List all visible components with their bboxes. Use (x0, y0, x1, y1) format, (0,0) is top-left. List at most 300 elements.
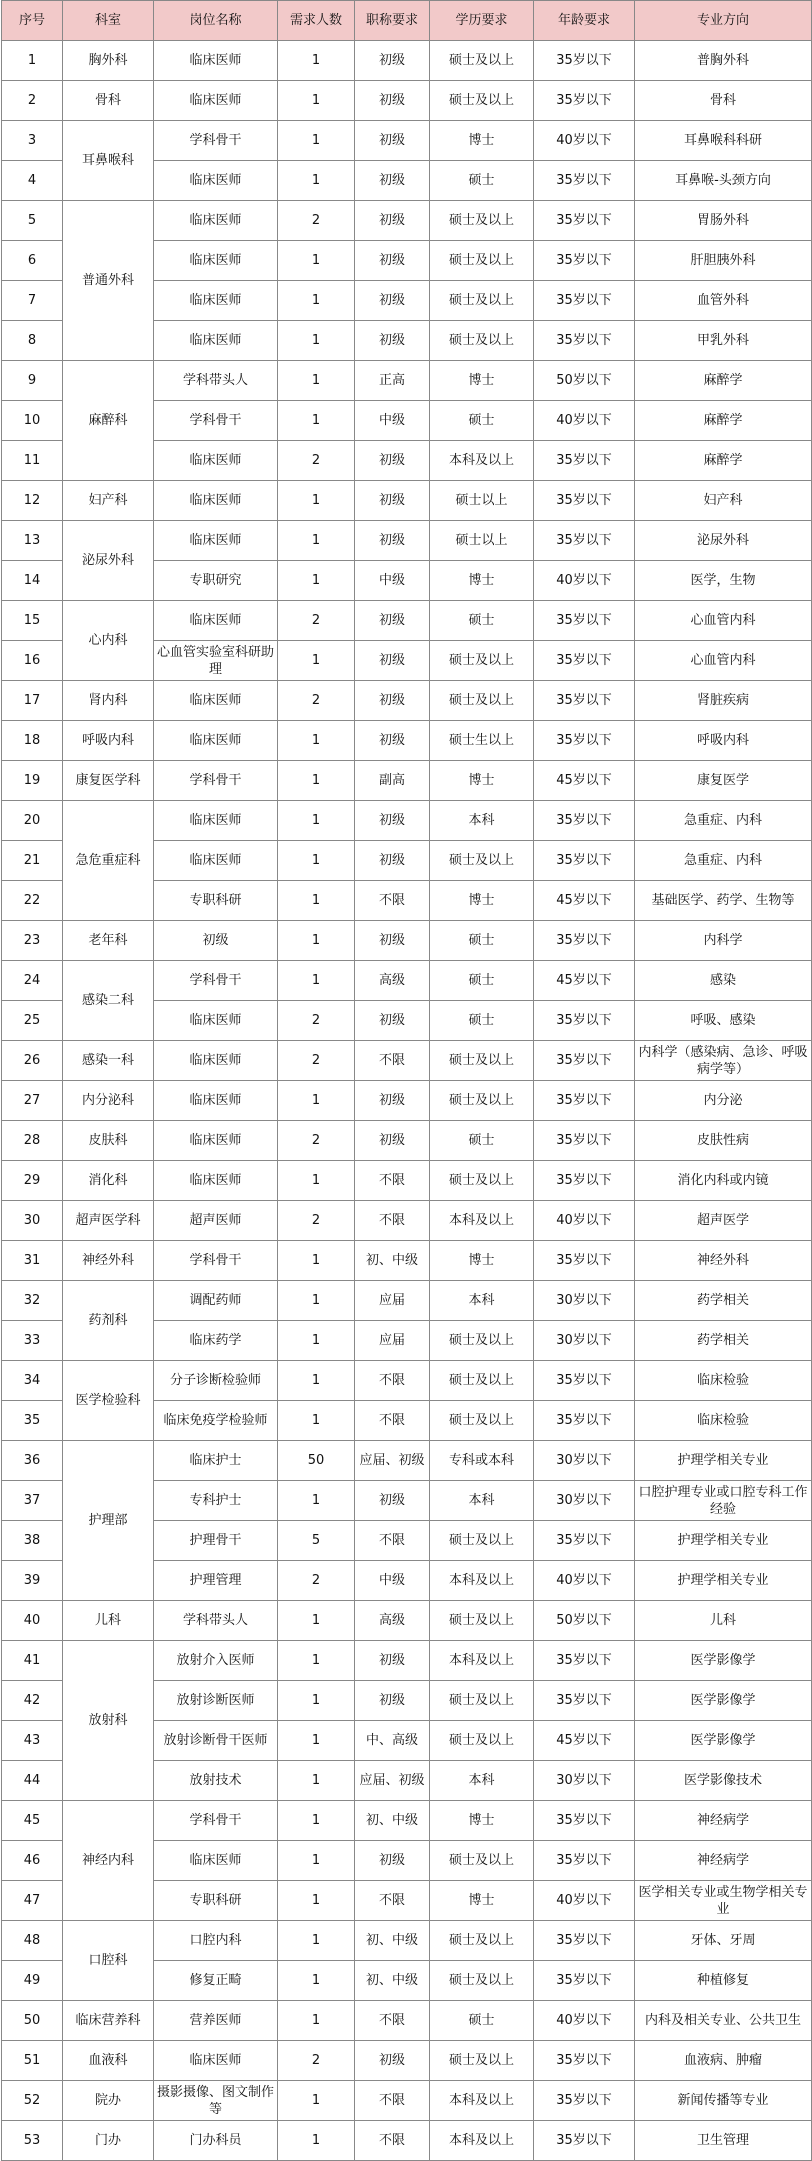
title-requirement-cell: 不限 (355, 1881, 430, 1921)
post-name-cell: 临床医师 (154, 521, 278, 561)
department-cell: 泌尿外科 (63, 521, 154, 601)
title-requirement-cell: 不限 (355, 1401, 430, 1441)
row-number-cell: 28 (2, 1121, 63, 1161)
department-cell: 护理部 (63, 1441, 154, 1601)
post-name-cell: 临床医师 (154, 1001, 278, 1041)
education-requirement-cell: 博士 (430, 121, 534, 161)
row-number-cell: 23 (2, 921, 63, 961)
age-requirement-cell: 35岁以下 (534, 201, 635, 241)
post-name-cell: 临床护士 (154, 1441, 278, 1481)
major-direction-cell: 护理学相关专业 (635, 1561, 812, 1601)
table-row (2, 601, 812, 641)
headcount-cell: 1 (278, 1841, 355, 1881)
title-requirement-cell: 初级 (355, 601, 430, 641)
major-direction-cell: 妇产科 (635, 481, 812, 521)
department-cell: 临床营养科 (63, 2001, 154, 2041)
title-requirement-cell: 正高 (355, 361, 430, 401)
education-requirement-cell: 硕士 (430, 1121, 534, 1161)
title-requirement-cell: 初级 (355, 481, 430, 521)
major-direction-cell: 呼吸、感染 (635, 1001, 812, 1041)
row-number-cell: 46 (2, 1841, 63, 1881)
headcount-cell: 2 (278, 601, 355, 641)
headcount-cell: 1 (278, 1481, 355, 1521)
department-cell: 皮肤科 (63, 1121, 154, 1161)
age-requirement-cell: 35岁以下 (534, 1641, 635, 1681)
education-requirement-cell: 硕士及以上 (430, 841, 534, 881)
headcount-cell: 5 (278, 1521, 355, 1561)
department-cell: 神经内科 (63, 1801, 154, 1921)
title-requirement-cell: 副高 (355, 761, 430, 801)
post-name-cell: 临床医师 (154, 201, 278, 241)
age-requirement-cell: 35岁以下 (534, 721, 635, 761)
title-requirement-cell: 初级 (355, 121, 430, 161)
age-requirement-cell: 35岁以下 (534, 921, 635, 961)
post-name-cell: 临床医师 (154, 161, 278, 201)
row-number-cell: 10 (2, 401, 63, 441)
row-number-cell: 53 (2, 2121, 63, 2161)
row-number-cell: 4 (2, 161, 63, 201)
major-direction-cell: 内分泌 (635, 1081, 812, 1121)
post-name-cell: 护理骨干 (154, 1521, 278, 1561)
age-requirement-cell: 35岁以下 (534, 1961, 635, 2001)
post-name-cell: 临床医师 (154, 1081, 278, 1121)
title-requirement-cell: 初级 (355, 1641, 430, 1681)
age-requirement-cell: 35岁以下 (534, 2121, 635, 2161)
headcount-cell: 1 (278, 2121, 355, 2161)
education-requirement-cell: 硕士及以上 (430, 1041, 534, 1081)
post-name-cell: 放射介入医师 (154, 1641, 278, 1681)
post-name-cell: 临床免疫学检验师 (154, 1401, 278, 1441)
major-direction-cell: 麻醉学 (635, 401, 812, 441)
headcount-cell: 1 (278, 281, 355, 321)
age-requirement-cell: 35岁以下 (534, 681, 635, 721)
major-direction-cell: 内科学 (635, 921, 812, 961)
education-requirement-cell: 硕士 (430, 401, 534, 441)
major-direction-cell: 甲乳外科 (635, 321, 812, 361)
headcount-cell: 2 (278, 1201, 355, 1241)
table-row (2, 2001, 812, 2041)
table-row (2, 921, 812, 961)
table-row (2, 1121, 812, 1161)
post-name-cell: 临床医师 (154, 321, 278, 361)
header-title: 职称要求 (355, 1, 430, 41)
table-row (2, 2121, 812, 2161)
department-cell: 心内科 (63, 601, 154, 681)
row-number-cell: 2 (2, 81, 63, 121)
table-row (2, 1161, 812, 1201)
table-row (2, 1201, 812, 1241)
row-number-cell: 47 (2, 1881, 63, 1921)
table-row (2, 761, 812, 801)
headcount-cell: 1 (278, 1921, 355, 1961)
major-direction-cell: 肾脏疾病 (635, 681, 812, 721)
title-requirement-cell: 中、高级 (355, 1721, 430, 1761)
department-cell: 医学检验科 (63, 1361, 154, 1441)
row-number-cell: 8 (2, 321, 63, 361)
headcount-cell: 1 (278, 1281, 355, 1321)
department-cell: 放射科 (63, 1641, 154, 1801)
post-name-cell: 护理管理 (154, 1561, 278, 1601)
age-requirement-cell: 50岁以下 (534, 361, 635, 401)
title-requirement-cell: 初级 (355, 681, 430, 721)
row-number-cell: 18 (2, 721, 63, 761)
headcount-cell: 2 (278, 1121, 355, 1161)
education-requirement-cell: 硕士及以上 (430, 321, 534, 361)
post-name-cell: 临床医师 (154, 601, 278, 641)
row-number-cell: 13 (2, 521, 63, 561)
age-requirement-cell: 35岁以下 (534, 2081, 635, 2121)
title-requirement-cell: 初、中级 (355, 1961, 430, 2001)
major-direction-cell: 牙体、牙周 (635, 1921, 812, 1961)
headcount-cell: 1 (278, 1801, 355, 1841)
recruitment-table (1, 0, 812, 2161)
post-name-cell: 临床医师 (154, 281, 278, 321)
table-row (2, 81, 812, 121)
table-row (2, 1801, 812, 1841)
table-row (2, 2081, 812, 2121)
title-requirement-cell: 初级 (355, 521, 430, 561)
education-requirement-cell: 本科 (430, 1761, 534, 1801)
title-requirement-cell: 初级 (355, 2041, 430, 2081)
major-direction-cell: 麻醉学 (635, 361, 812, 401)
department-cell: 肾内科 (63, 681, 154, 721)
major-direction-cell: 康复医学 (635, 761, 812, 801)
title-requirement-cell: 应届、初级 (355, 1761, 430, 1801)
table-row (2, 1641, 812, 1681)
age-requirement-cell: 30岁以下 (534, 1281, 635, 1321)
major-direction-cell: 血液病、肿瘤 (635, 2041, 812, 2081)
age-requirement-cell: 35岁以下 (534, 1361, 635, 1401)
education-requirement-cell: 硕士及以上 (430, 1161, 534, 1201)
title-requirement-cell: 中级 (355, 401, 430, 441)
row-number-cell: 35 (2, 1401, 63, 1441)
headcount-cell: 1 (278, 1361, 355, 1401)
headcount-cell: 2 (278, 2041, 355, 2081)
title-requirement-cell: 不限 (355, 1521, 430, 1561)
headcount-cell: 50 (278, 1441, 355, 1481)
table-row (2, 1441, 812, 1481)
headcount-cell: 1 (278, 561, 355, 601)
headcount-cell: 1 (278, 921, 355, 961)
education-requirement-cell: 硕士及以上 (430, 1681, 534, 1721)
education-requirement-cell: 本科及以上 (430, 441, 534, 481)
age-requirement-cell: 30岁以下 (534, 1761, 635, 1801)
title-requirement-cell: 应届 (355, 1321, 430, 1361)
major-direction-cell: 皮肤性病 (635, 1121, 812, 1161)
row-number-cell: 42 (2, 1681, 63, 1721)
education-requirement-cell: 硕士及以上 (430, 1081, 534, 1121)
age-requirement-cell: 45岁以下 (534, 881, 635, 921)
age-requirement-cell: 35岁以下 (534, 281, 635, 321)
header-row (2, 1, 812, 41)
major-direction-cell: 急重症、内科 (635, 801, 812, 841)
table-row (2, 1041, 812, 1081)
headcount-cell: 1 (278, 1681, 355, 1721)
title-requirement-cell: 初级 (355, 41, 430, 81)
department-cell: 院办 (63, 2081, 154, 2121)
table-row (2, 961, 812, 1001)
row-number-cell: 39 (2, 1561, 63, 1601)
department-cell: 骨科 (63, 81, 154, 121)
headcount-cell: 1 (278, 841, 355, 881)
department-cell: 超声医学科 (63, 1201, 154, 1241)
major-direction-cell: 内科及相关专业、公共卫生 (635, 2001, 812, 2041)
age-requirement-cell: 35岁以下 (534, 41, 635, 81)
headcount-cell: 1 (278, 1721, 355, 1761)
table-row (2, 201, 812, 241)
post-name-cell: 学科骨干 (154, 401, 278, 441)
age-requirement-cell: 35岁以下 (534, 1241, 635, 1281)
headcount-cell: 1 (278, 521, 355, 561)
age-requirement-cell: 35岁以下 (534, 601, 635, 641)
row-number-cell: 50 (2, 2001, 63, 2041)
age-requirement-cell: 35岁以下 (534, 1921, 635, 1961)
headcount-cell: 1 (278, 361, 355, 401)
title-requirement-cell: 初、中级 (355, 1921, 430, 1961)
title-requirement-cell: 初级 (355, 1121, 430, 1161)
age-requirement-cell: 35岁以下 (534, 841, 635, 881)
title-requirement-cell: 初、中级 (355, 1801, 430, 1841)
headcount-cell: 1 (278, 641, 355, 681)
headcount-cell: 1 (278, 721, 355, 761)
title-requirement-cell: 初级 (355, 321, 430, 361)
headcount-cell: 1 (278, 1401, 355, 1441)
major-direction-cell: 耳鼻喉科科研 (635, 121, 812, 161)
title-requirement-cell: 不限 (355, 1201, 430, 1241)
title-requirement-cell: 初级 (355, 641, 430, 681)
department-cell: 胸外科 (63, 41, 154, 81)
table-row (2, 481, 812, 521)
table-row (2, 1241, 812, 1281)
major-direction-cell: 心血管内科 (635, 641, 812, 681)
major-direction-cell: 口腔护理专业或口腔专科工作经验 (635, 1481, 812, 1521)
headcount-cell: 2 (278, 1561, 355, 1601)
age-requirement-cell: 35岁以下 (534, 1841, 635, 1881)
education-requirement-cell: 硕士生以上 (430, 721, 534, 761)
post-name-cell: 临床医师 (154, 481, 278, 521)
post-name-cell: 学科骨干 (154, 961, 278, 1001)
department-cell: 药剂科 (63, 1281, 154, 1361)
major-direction-cell: 消化内科或内镜 (635, 1161, 812, 1201)
department-cell: 门办 (63, 2121, 154, 2161)
table-row (2, 121, 812, 161)
major-direction-cell: 胃肠外科 (635, 201, 812, 241)
row-number-cell: 33 (2, 1321, 63, 1361)
education-requirement-cell: 本科及以上 (430, 1561, 534, 1601)
education-requirement-cell: 硕士及以上 (430, 41, 534, 81)
post-name-cell: 营养医师 (154, 2001, 278, 2041)
row-number-cell: 15 (2, 601, 63, 641)
title-requirement-cell: 初、中级 (355, 1241, 430, 1281)
major-direction-cell: 医学影像学 (635, 1721, 812, 1761)
major-direction-cell: 麻醉学 (635, 441, 812, 481)
age-requirement-cell: 40岁以下 (534, 2001, 635, 2041)
row-number-cell: 48 (2, 1921, 63, 1961)
major-direction-cell: 神经病学 (635, 1801, 812, 1841)
title-requirement-cell: 初级 (355, 801, 430, 841)
age-requirement-cell: 35岁以下 (534, 1801, 635, 1841)
major-direction-cell: 内科学（感染病、急诊、呼吸病学等） (635, 1041, 812, 1081)
age-requirement-cell: 35岁以下 (534, 1001, 635, 1041)
post-name-cell: 专职研究 (154, 561, 278, 601)
headcount-cell: 1 (278, 1881, 355, 1921)
headcount-cell: 1 (278, 1321, 355, 1361)
table-row (2, 1921, 812, 1961)
row-number-cell: 24 (2, 961, 63, 1001)
education-requirement-cell: 硕士及以上 (430, 2041, 534, 2081)
row-number-cell: 29 (2, 1161, 63, 1201)
education-requirement-cell: 博士 (430, 881, 534, 921)
education-requirement-cell: 硕士及以上 (430, 1401, 534, 1441)
post-name-cell: 摄影摄像、图文制作等 (154, 2081, 278, 2121)
major-direction-cell: 卫生管理 (635, 2121, 812, 2161)
row-number-cell: 38 (2, 1521, 63, 1561)
headcount-cell: 1 (278, 1961, 355, 2001)
major-direction-cell: 肝胆胰外科 (635, 241, 812, 281)
headcount-cell: 1 (278, 2081, 355, 2121)
row-number-cell: 20 (2, 801, 63, 841)
title-requirement-cell: 高级 (355, 1601, 430, 1641)
education-requirement-cell: 博士 (430, 361, 534, 401)
row-number-cell: 31 (2, 1241, 63, 1281)
headcount-cell: 1 (278, 1761, 355, 1801)
header-post: 岗位名称 (154, 1, 278, 41)
title-requirement-cell: 初级 (355, 281, 430, 321)
title-requirement-cell: 初级 (355, 1841, 430, 1881)
education-requirement-cell: 硕士以上 (430, 481, 534, 521)
post-name-cell: 口腔内科 (154, 1921, 278, 1961)
age-requirement-cell: 40岁以下 (534, 401, 635, 441)
education-requirement-cell: 硕士 (430, 961, 534, 1001)
row-number-cell: 12 (2, 481, 63, 521)
post-name-cell: 学科带头人 (154, 1601, 278, 1641)
headcount-cell: 1 (278, 321, 355, 361)
department-cell: 口腔科 (63, 1921, 154, 2001)
title-requirement-cell: 中级 (355, 1561, 430, 1601)
age-requirement-cell: 40岁以下 (534, 1881, 635, 1921)
headcount-cell: 1 (278, 1161, 355, 1201)
age-requirement-cell: 40岁以下 (534, 121, 635, 161)
education-requirement-cell: 硕士及以上 (430, 81, 534, 121)
education-requirement-cell: 本科 (430, 1281, 534, 1321)
title-requirement-cell: 不限 (355, 881, 430, 921)
major-direction-cell: 骨科 (635, 81, 812, 121)
department-cell: 神经外科 (63, 1241, 154, 1281)
department-cell: 普通外科 (63, 201, 154, 361)
title-requirement-cell: 应届、初级 (355, 1441, 430, 1481)
headcount-cell: 1 (278, 1241, 355, 1281)
post-name-cell: 学科骨干 (154, 1801, 278, 1841)
row-number-cell: 45 (2, 1801, 63, 1841)
age-requirement-cell: 30岁以下 (534, 1321, 635, 1361)
major-direction-cell: 医学相关专业或生物学相关专业 (635, 1881, 812, 1921)
education-requirement-cell: 硕士 (430, 601, 534, 641)
title-requirement-cell: 初级 (355, 201, 430, 241)
title-requirement-cell: 不限 (355, 1161, 430, 1201)
education-requirement-cell: 硕士及以上 (430, 241, 534, 281)
row-number-cell: 5 (2, 201, 63, 241)
department-cell: 急危重症科 (63, 801, 154, 921)
row-number-cell: 25 (2, 1001, 63, 1041)
title-requirement-cell: 初级 (355, 721, 430, 761)
row-number-cell: 51 (2, 2041, 63, 2081)
header-age: 年龄要求 (534, 1, 635, 41)
title-requirement-cell: 高级 (355, 961, 430, 1001)
education-requirement-cell: 硕士以上 (430, 521, 534, 561)
department-cell: 麻醉科 (63, 361, 154, 481)
header-dept: 科室 (63, 1, 154, 41)
row-number-cell: 7 (2, 281, 63, 321)
row-number-cell: 19 (2, 761, 63, 801)
title-requirement-cell: 初级 (355, 1081, 430, 1121)
title-requirement-cell: 初级 (355, 1481, 430, 1521)
department-cell: 血液科 (63, 2041, 154, 2081)
post-name-cell: 临床医师 (154, 241, 278, 281)
post-name-cell: 学科骨干 (154, 761, 278, 801)
education-requirement-cell: 硕士及以上 (430, 681, 534, 721)
table-row (2, 1281, 812, 1321)
department-cell: 康复医学科 (63, 761, 154, 801)
department-cell: 消化科 (63, 1161, 154, 1201)
title-requirement-cell: 初级 (355, 241, 430, 281)
age-requirement-cell: 35岁以下 (534, 81, 635, 121)
major-direction-cell: 儿科 (635, 1601, 812, 1641)
major-direction-cell: 临床检验 (635, 1401, 812, 1441)
department-cell: 妇产科 (63, 481, 154, 521)
post-name-cell: 临床医师 (154, 441, 278, 481)
age-requirement-cell: 40岁以下 (534, 1561, 635, 1601)
post-name-cell: 临床医师 (154, 681, 278, 721)
row-number-cell: 43 (2, 1721, 63, 1761)
age-requirement-cell: 35岁以下 (534, 1041, 635, 1081)
title-requirement-cell: 初级 (355, 81, 430, 121)
row-number-cell: 40 (2, 1601, 63, 1641)
major-direction-cell: 神经外科 (635, 1241, 812, 1281)
title-requirement-cell: 不限 (355, 2121, 430, 2161)
post-name-cell: 临床药学 (154, 1321, 278, 1361)
row-number-cell: 16 (2, 641, 63, 681)
title-requirement-cell: 初级 (355, 1681, 430, 1721)
table-row (2, 2041, 812, 2081)
table-row (2, 721, 812, 761)
major-direction-cell: 耳鼻喉-头颈方向 (635, 161, 812, 201)
title-requirement-cell: 初级 (355, 161, 430, 201)
age-requirement-cell: 30岁以下 (534, 1441, 635, 1481)
header-edu: 学历要求 (430, 1, 534, 41)
post-name-cell: 临床医师 (154, 721, 278, 761)
major-direction-cell: 呼吸内科 (635, 721, 812, 761)
headcount-cell: 2 (278, 441, 355, 481)
age-requirement-cell: 35岁以下 (534, 441, 635, 481)
row-number-cell: 22 (2, 881, 63, 921)
row-number-cell: 21 (2, 841, 63, 881)
post-name-cell: 心血管实验室科研助理 (154, 641, 278, 681)
headcount-cell: 1 (278, 1081, 355, 1121)
title-requirement-cell: 不限 (355, 2001, 430, 2041)
post-name-cell: 临床医师 (154, 1121, 278, 1161)
major-direction-cell: 药学相关 (635, 1281, 812, 1321)
post-name-cell: 放射技术 (154, 1761, 278, 1801)
table-row (2, 521, 812, 561)
age-requirement-cell: 50岁以下 (534, 1601, 635, 1641)
title-requirement-cell: 初级 (355, 921, 430, 961)
age-requirement-cell: 35岁以下 (534, 641, 635, 681)
major-direction-cell: 医学影像技术 (635, 1761, 812, 1801)
row-number-cell: 14 (2, 561, 63, 601)
header-count: 需求人数 (278, 1, 355, 41)
education-requirement-cell: 硕士及以上 (430, 1601, 534, 1641)
headcount-cell: 1 (278, 241, 355, 281)
